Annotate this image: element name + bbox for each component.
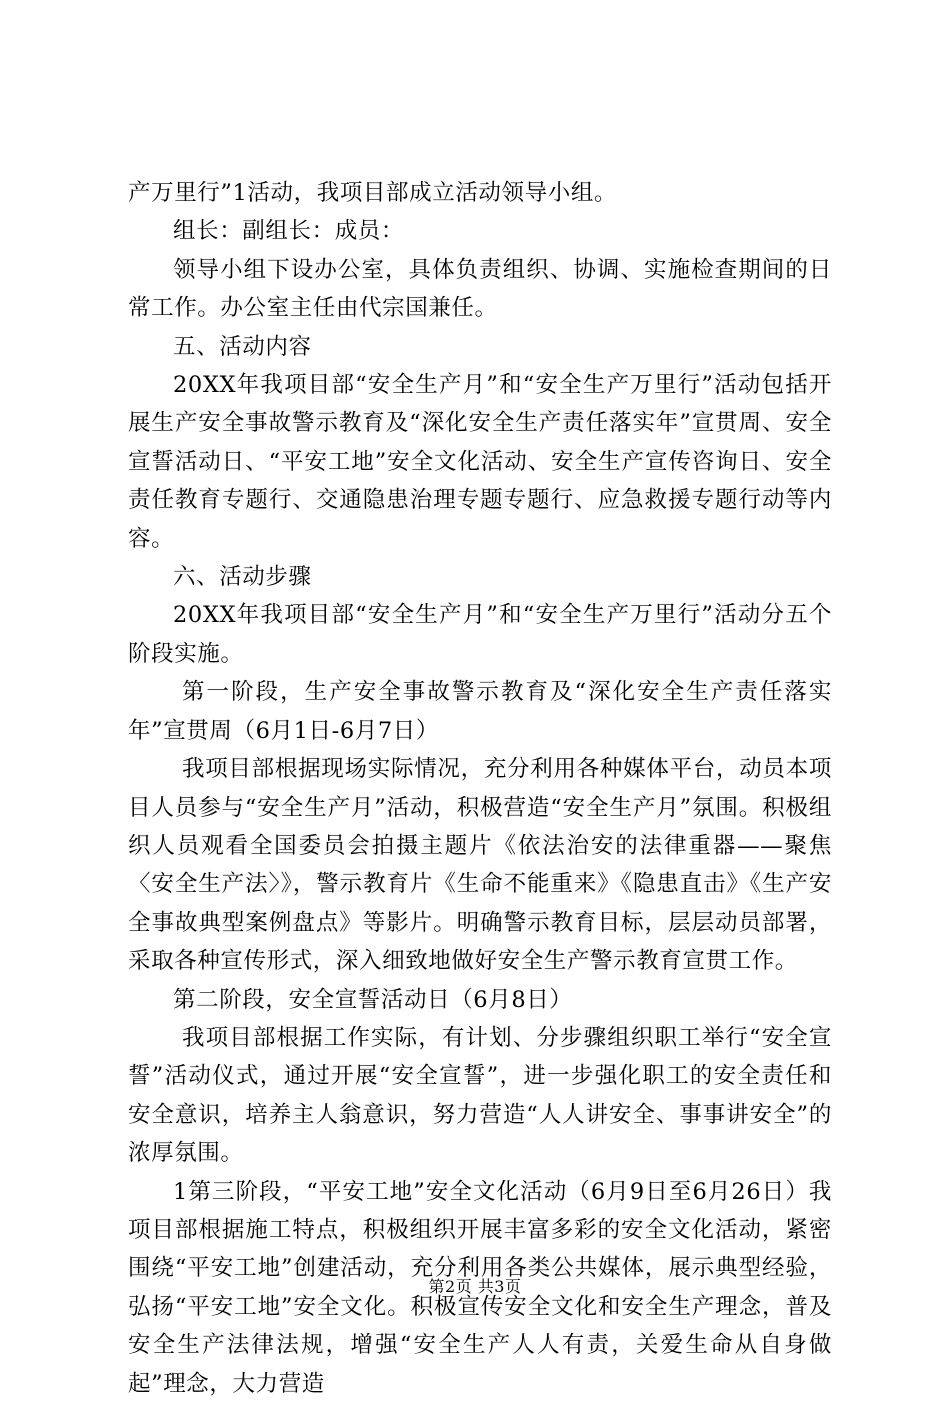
page-number-footer: 第2页 共3页	[428, 1277, 522, 1296]
stage-one-heading: 第一阶段，生产安全事故警示教育及“深化安全生产责任落实年”宣贯周（6月1日-6月7日）	[128, 679, 832, 744]
stage-two-heading: 第二阶段，安全宣誓活动日（6月8日）	[173, 986, 573, 1013]
paragraph-stage-three: 1第三阶段，“平安工地”安全文化活动（6月9日至6月26日）我项目部根据施工特点，积极组织开展丰富多彩的安全文化活动，紧密围绕“平安工地”创建活动，充分利用各类公共媒体，展示典型经验，弘扬“平安工地”安全文化。积极宣传安全文化和安全生产理念，普及安全生产法律法规，增强“安全生产人人有责，关爱生命从自身做起”理念，大力营造	[128, 1178, 832, 1397]
paragraph-office: 领导小组下设办公室，具体负责组织、协调、实施检查期间的日常工作。办公室主任由代宗国兼任。	[128, 256, 832, 322]
paragraph-steps-intro: 20XX年我项目部“安全生产月”和“安全生产万里行”活动分五个阶段实施。	[128, 602, 832, 667]
paragraph-stage-one: 我项目部根据现场实际情况，充分利用各种媒体平台，动员本项目人员参与“安全生产月”活动，积极营造“安全生产月”氛围。积极组织人员观看全国委员会拍摄主题片《依法治安的法律重器——聚焦〈安全生产法〉》，警示教育片《生命不能重来》《隐患直击》《生产安全事故典型案例盘点》等影片。明确警示教育目标，层层动员部署，采取各种宣传形式，深入细致地做好安全生产警示教育宣贯工作。	[128, 756, 832, 975]
section-heading-content: 五、活动内容	[173, 333, 312, 360]
paragraph-stage-two: 我项目部根据工作实际，有计划、分步骤组织职工举行“安全宣誓”活动仪式，通过开展“安全宣誓”，进一步强化职工的安全责任和安全意识，培养主人翁意识，努力营造“人人讲安全、事事讲安全”的浓厚氛围。	[128, 1024, 832, 1167]
section-heading-steps: 六、活动步骤	[173, 564, 312, 591]
paragraph-activity-content: 20XX年我项目部“安全生产月”和“安全生产万里行”活动包括开展生产安全事故警示教育及“深化安全生产责任落实年”宣贯周、安全宣誓活动日、“平安工地”安全文化活动、安全生产宣传咨询日、安全责任教育专题行、交通隐患治理专题专题行、应急救援专题行动等内容。	[128, 372, 832, 552]
paragraph-group-roles: 组长：副组长：成员：	[173, 218, 405, 245]
paragraph-continuation: 产万里行”1活动，我项目部成立活动领导小组。	[128, 180, 618, 206]
document-body	[128, 174, 832, 1403]
